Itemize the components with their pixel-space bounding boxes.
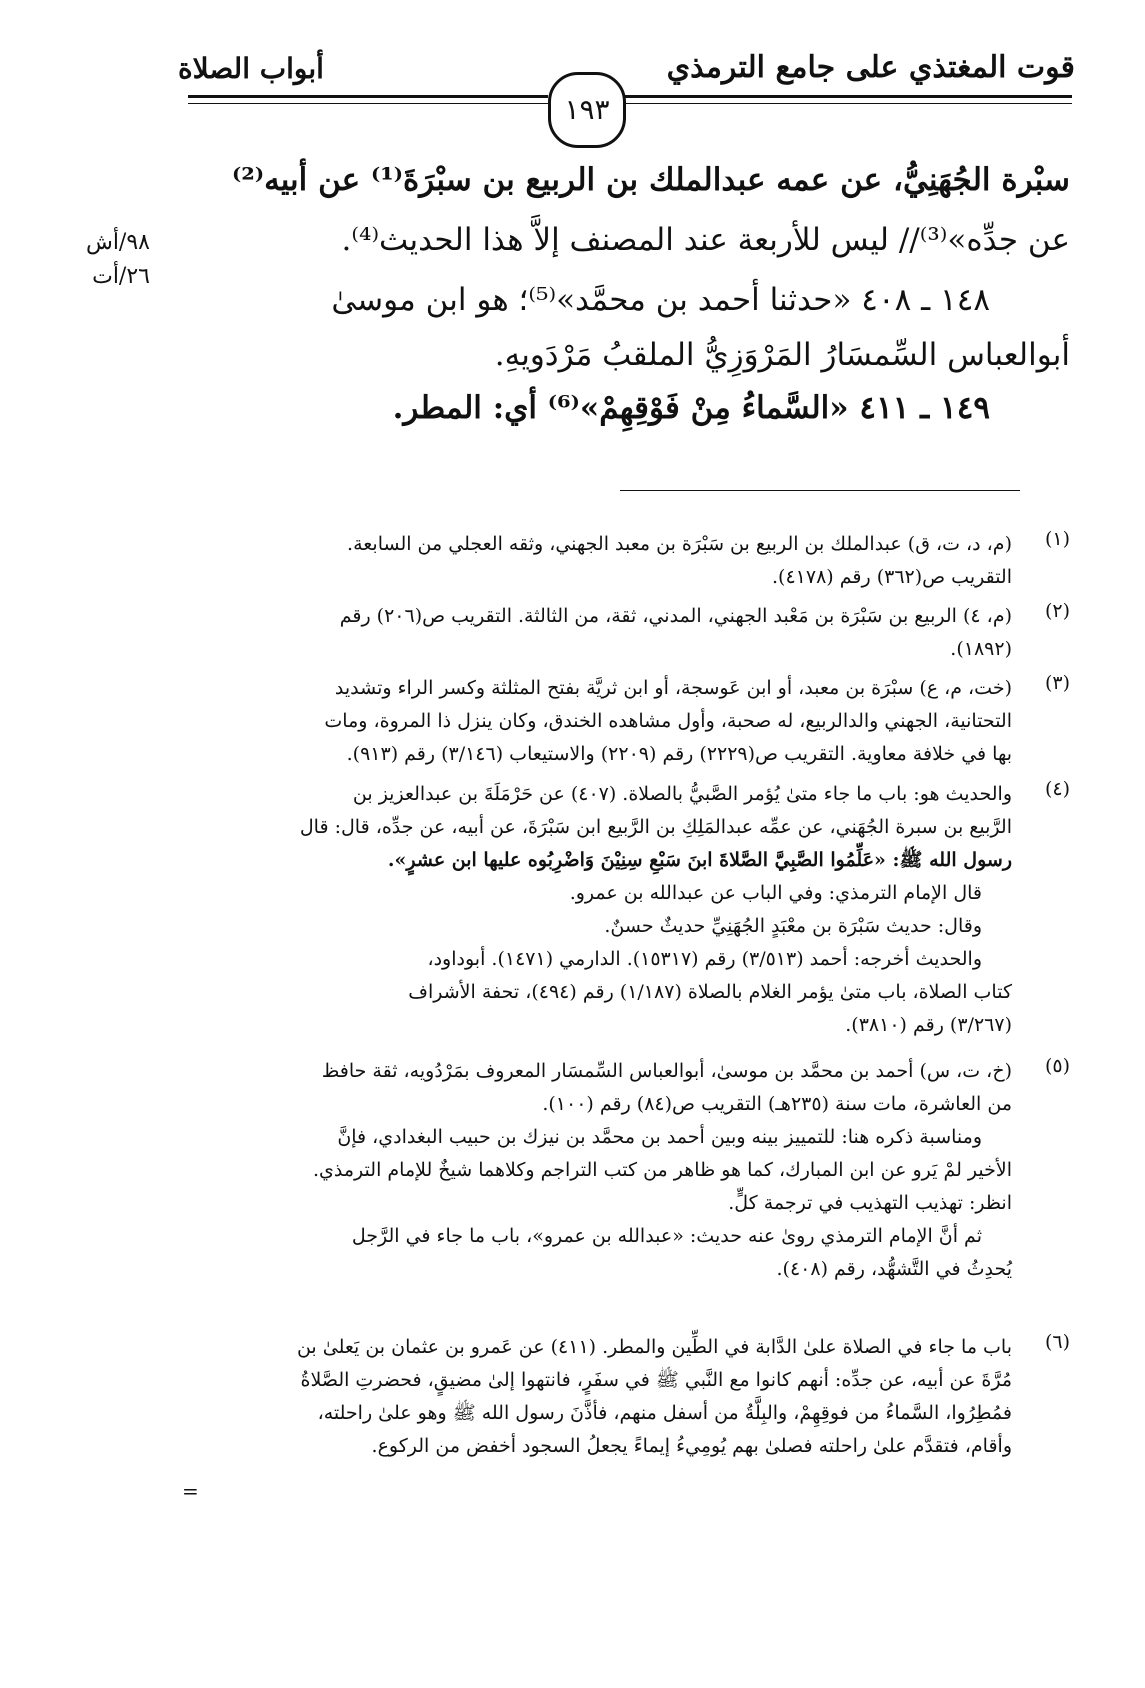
footnote-line: كتاب الصلاة، باب متىٰ يؤمر الغلام بالصلاة (١/١٨٧) رقم (٤٩٤)، تحفة الأشراف: [408, 981, 1012, 1003]
footnote-number: (٣): [1044, 672, 1070, 694]
footnote-line: (م، ٤) الربيع بن سَبْرَة بن مَعْبد الجهني، المدني، ثقة، من الثالثة. التقريب ص(٢٠٦) رقم: [339, 605, 1012, 627]
footnote-line: انظر: تهذيب التهذيب في ترجمة كلٍّ.: [728, 1192, 1012, 1214]
footnote-line: الرَّبيع بن سبرة الجُهَني، عن عمِّه عبدالمَلِكِ بن الرَّبيع ابن سَبْرَةَ، عن أبيه، عن جدِّه، قال: قال: [299, 816, 1012, 838]
footnote-line: (١٨٩٢).: [950, 638, 1012, 660]
footnote-line: والحديث هو: باب ما جاء متىٰ يُؤمر الصَّبيُّ بالصلاة. (٤٠٧) عن حَرْمَلَةَ بن عبدالعزيز بن: [352, 783, 1012, 805]
footnote-line: من العاشرة، مات سنة (٢٣٥هـ) التقريب ص(٨٤) رقم (١٠٠).: [542, 1093, 1012, 1115]
main-line: ١٤٨ ـ ٤٠٨ «حدثنا أحمد بن محمَّد»⁽⁵⁾؛ هو ابن موسىٰ: [331, 282, 990, 318]
footnote-line: فمُطِرُوا، السَّماءُ من فوقِهِمْ، والبِلَّةُ من أسفل منهم، فأذَّنَ رسول الله ﷺ وهو علىٰ راحلته،: [317, 1402, 1012, 1424]
footnote-line: رسول الله ﷺ: «عَلِّمُوا الصَّبِيَّ الصَّلاةَ ابنَ سَبْعِ سِنِيْنَ وَاضْرِبُوه عليها ابن عشرٍ».: [387, 849, 1012, 871]
footnote: [182, 672, 1070, 771]
header-rule-left: [188, 95, 548, 98]
footnote: [182, 600, 1070, 666]
footnote-line: (م، د، ت، ق) عبدالملك بن الربيع بن سَبْرَة بن معبد الجهني، وثقه العجلي من السابعة.: [347, 533, 1012, 555]
main-line: سبْرة الجُهَنِيُّ، عن عمه عبدالملك بن الربيع بن سبْرَةَ⁽¹⁾ عن أبيه⁽²⁾: [232, 162, 1070, 198]
footnote: [182, 1055, 1070, 1286]
footnote-number: (٤): [1044, 778, 1070, 800]
footnote-line: بها في خلافة معاوية. التقريب ص(٢٢٢٩) رقم (٢٢٠٩) والاستيعاب (٣/١٤٦) رقم (٩١٣).: [346, 743, 1012, 765]
running-head-section-title: أبواب الصلاة: [178, 52, 324, 85]
running-head-book-title: قوت المغتذي على جامع الترمذي: [666, 50, 1075, 85]
footnote-line: باب ما جاء في الصلاة علىٰ الدَّابة في الطِّين والمطر. (٤١١) عن عَمرو بن عثمان بن يَعلىٰ بن: [296, 1336, 1012, 1358]
footnote-line: ثم أنَّ الإمام الترمذي روىٰ عنه حديث: «عبدالله بن عمرو»، باب ما جاء في الرَّجل: [351, 1225, 982, 1247]
footnote: [182, 528, 1070, 594]
footnote-number: (١): [1044, 528, 1070, 550]
footnote-separator: [620, 490, 1020, 491]
margin-note: [78, 226, 150, 294]
footnote-line: قال الإمام الترمذي: وفي الباب عن عبدالله بن عمرو.: [569, 882, 982, 904]
footnote-line: يُحدِثُ في التَّشهُّد، رقم (٤٠٨).: [776, 1258, 1012, 1280]
header-rule-right: [620, 95, 1072, 98]
footnote-line: مُرَّةَ عن أبيه، عن جدِّه: أنهم كانوا مع النَّبي ﷺ في سفَرٍ، فانتهوا إلىٰ مضيقٍ، فحضرتِ الصَّلاةُ: [300, 1369, 1012, 1391]
continuation-mark: =: [182, 1479, 199, 1503]
main-line: ١٤٩ ـ ٤١١ «السَّماءُ مِنْ فَوْقِهِمْ»⁽⁶⁾ أي: المطر.: [392, 390, 990, 426]
footnote-number: (٦): [1044, 1331, 1070, 1353]
footnote-line: وأقام، فتقدَّم علىٰ راحلته فصلىٰ بهم يُومِيءُ إيماءً يجعلُ السجود أخفض من الركوع.: [371, 1435, 1012, 1457]
header-rule-right-thin: [620, 103, 1072, 104]
footnote: [182, 778, 1070, 1042]
footnote-line: ومناسبة ذكره هنا: للتمييز بينه وبين أحمد بن محمَّد بن نيزك بن حبيب البغدادي، فإنَّ: [337, 1126, 982, 1148]
footnote-line: (خ، ت، س) أحمد بن محمَّد بن موسىٰ، أبوالعباس السِّمسَار المعروف بمَرْدُويه، ثقة حافظ: [321, 1060, 1012, 1082]
footnote-line: (٣/٢٦٧) رقم (٣٨١٠).: [845, 1014, 1012, 1036]
margin-note-line: ٢٦/أت: [92, 264, 150, 289]
footnote-line: التحتانية، الجهني والدالربيع، له صحبة، وأول مشاهده الخندق، وكان ينزل ذا المروة، ومات: [324, 710, 1012, 732]
footnote-line: الأخير لمْ يَرو عن ابن المبارك، كما هو ظاهر من كتب التراجم وكلاهما شيخٌ للإمام الترمذي.: [313, 1159, 1012, 1181]
header-rule-left-thin: [188, 103, 548, 104]
page-number: ١٩٣: [548, 72, 626, 148]
footnote-number: (٢): [1044, 600, 1070, 622]
footnote-line: والحديث أخرجه: أحمد (٣/٥١٣) رقم (١٥٣١٧). الدارمي (١٤٧١). أبوداود،: [427, 948, 982, 970]
footnote-line: وقال: حديث سَبْرَة بن معْبَدٍ الجُهَنِيِّ حديثٌ حسنٌ.: [604, 915, 982, 937]
margin-note-line: ٩٨/أش: [85, 230, 150, 255]
main-line: عن جدِّه»⁽³⁾// ليس للأربعة عند المصنف إلاَّ هذا الحديث⁽⁴⁾.: [341, 222, 1070, 258]
footnote-line: (خت، م، ع) سبْرَة بن معبد، أو ابن عَوسجة، أو ابن ثريَّة بفتح المثلثة وكسر الراء وتشديد: [334, 677, 1012, 699]
footnote-number: (٥): [1044, 1055, 1070, 1077]
footnote: [182, 1331, 1070, 1463]
footnote-line: التقريب ص(٣٦٢) رقم (٤١٧٨).: [772, 566, 1012, 588]
main-line: أبوالعباس السِّمسَارُ المَرْوَزِيُّ الملقبُ مَرْدَويهِ.: [494, 337, 1070, 373]
